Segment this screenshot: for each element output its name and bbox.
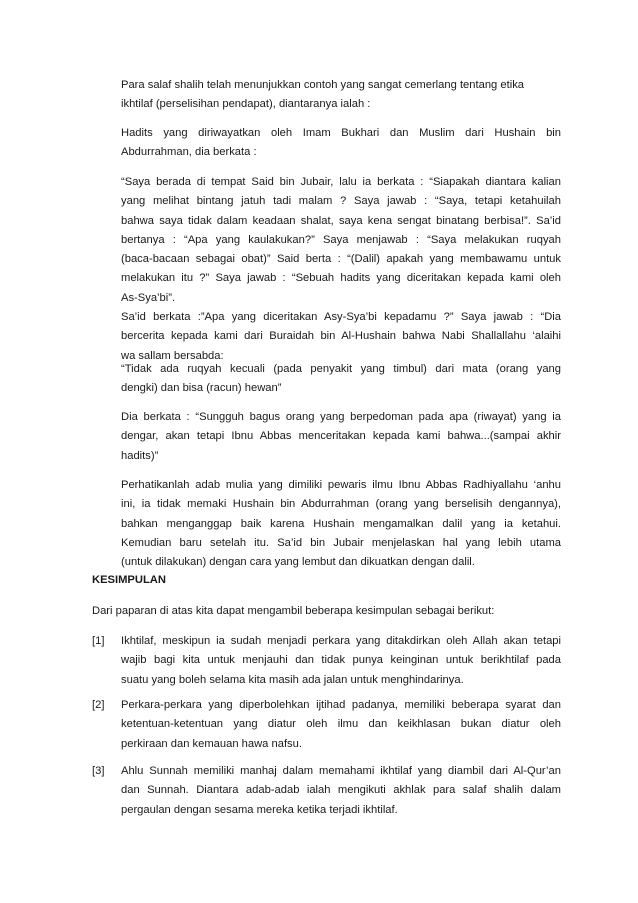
conclusion-item xyxy=(121,762,561,820)
text-line: pergaulan dengan sesama mereka ketika terjadi ikhtilaf. xyxy=(121,803,398,816)
item-number: [2] xyxy=(92,699,105,711)
text-line: Abdurrahman, dia berkata : xyxy=(121,146,257,159)
text-line: Sa’id berkata :”Apa yang diceritakan Asy-Sya’bi kepadamu ?” Saya jawab : “Dia xyxy=(121,311,561,324)
story-paragraph xyxy=(121,173,561,366)
text-line: (untuk dilakukan) dengan cara yang lembut dan dikuatkan dengan dalil. xyxy=(121,556,475,569)
text-line: Perhatikanlah adab mulia yang dimiliki pewaris ilmu Ibnu Abbas Radhiyallahu ‘anhu xyxy=(121,479,561,491)
hadith-text-paragraph xyxy=(121,360,561,399)
text-line: dengar, akan tetapi Ibnu Abbas menceritakan kepada kami bahwa...(sampai akhir xyxy=(121,430,561,443)
reflection-paragraph xyxy=(121,476,561,572)
text-line: bertanya : “Apa yang kaulakukan?” Saya menjawab : “Saya melakukan ruqyah xyxy=(121,233,561,246)
intro-paragraph xyxy=(121,76,561,115)
text-line: (baca-bacaan sebagai obat)” Said berta : “(Dalil) apakah yang membawamu untuk xyxy=(121,253,561,266)
text-line: bercerita kepada kami dari Buraidah bin Al-Hushain bahwa Nabi Shallallahu ‘alaihi xyxy=(121,330,561,343)
text-line: yang melihat bintang jatuh tadi malam ? Saya jawab : “Saya, tetapi ketahuilah xyxy=(121,195,561,208)
text-line: Para salaf shalih telah menunjukkan contoh yang sangat cemerlang tentang etika xyxy=(121,79,525,91)
text-line: As-Sya’bi”. xyxy=(121,291,176,304)
text-line: ini, ia tidak memaki Hushain bin Abdurrahman (orang yang berselisih dengannya), xyxy=(121,498,561,511)
text-line: bahkan menganggap baik karena Hushain mengamalkan dalil yang ia ketahui. xyxy=(121,517,561,530)
text-line: Hadits yang diriwayatkan oleh Imam Bukhari dan Muslim dari Hushain bin xyxy=(121,127,561,139)
conclusion-item xyxy=(121,696,561,754)
hadith-intro-paragraph xyxy=(121,124,561,163)
text-line: suatu yang boleh selama kita masih ada jalan untuk menghindarinya. xyxy=(121,673,464,686)
text-line: dan Sunnah. Diantara adab-adab ialah mengikuti akhlak para salaf shalih dalam xyxy=(121,784,561,797)
text-line: Ikhtilaf, meskipun ia sudah menjadi perkara yang ditakdirkan oleh Allah akan tetapi xyxy=(121,635,561,647)
text-line: hadits)” xyxy=(121,449,159,462)
text-line: ikhtilaf (perselisihan pendapat), diantaranya ialah : xyxy=(121,98,371,111)
text-line: Dari paparan di atas kita dapat mengambil beberapa kesimpulan sebagai berikut: xyxy=(92,605,495,617)
text-line: Ahlu Sunnah memiliki manhaj dalam memahami ikhtilaf yang diambil dari Al-Qur’an xyxy=(121,765,561,777)
item-number: [3] xyxy=(92,765,105,777)
text-line: ketentuan-ketentuan yang diatur oleh ilmu dan keikhlasan bukan diatur oleh xyxy=(121,718,561,731)
text-line: wa sallam bersabda: xyxy=(121,349,224,362)
text-line: melakukan itu ?” Saya jawab : “Sebuah hadits yang diceritakan kepada kami oleh xyxy=(121,272,561,285)
text-line: Perkara-perkara yang diperbolehkan ijtihad padanya, memiliki beberapa syarat dan xyxy=(121,699,561,711)
conclusion-heading: KESIMPULAN xyxy=(92,574,166,586)
response-paragraph xyxy=(121,408,561,466)
text-line: dengki) dan bisa (racun) hewan” xyxy=(121,382,282,395)
text-line: Dia berkata : “Sungguh bagus orang yang berpedoman pada apa (riwayat) yang ia xyxy=(121,411,561,423)
text-line: “Tidak ada ruqyah kecuali (pada penyakit yang timbul) dari mata (orang yang xyxy=(121,363,561,375)
text-line: perkiraan dan kemauan hawa nafsu. xyxy=(121,737,302,750)
text-line: bahwa saya tidak dalam keadaan shalat, saya kena sengat binatang berbisa!”. Sa’id xyxy=(121,214,561,227)
text-line: “Saya berada di tempat Said bin Jubair, lalu ia berkata : “Siapakah diantara kalian xyxy=(121,176,561,188)
text-line: wajib bagi kita untuk menjauhi dan tidak punya keinginan untuk berikhtilaf pada xyxy=(121,654,561,667)
text-line: Kemudian baru setelah itu. Sa’id bin Jubair menjelaskan hal yang lebih utama xyxy=(121,536,561,549)
conclusion-item xyxy=(121,632,561,690)
conclusion-intro xyxy=(92,602,561,621)
item-number: [1] xyxy=(92,635,105,647)
